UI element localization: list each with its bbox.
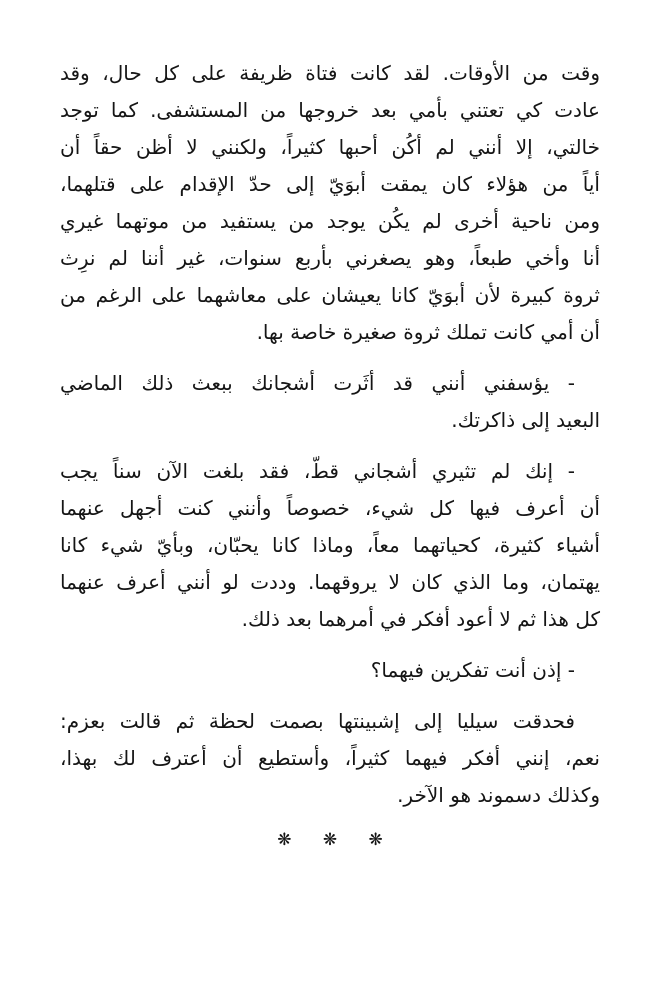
text-line: أشياء كثيرة، كحياتهما معاً، وماذا كانا يحبّان، وبأيّ شيء كانا — [60, 533, 600, 557]
paragraph-dialogue-1 — [60, 365, 600, 439]
asterisk-icon: ❋ — [277, 830, 292, 850]
text-line: أن أعرف فيها كل شيء، خصوصاً وأنني كنت أجهل عنهما — [60, 496, 600, 520]
text-line: ومن ناحية أخرى لم يكُن يوجد من يستفيد من موتهما غيري — [60, 209, 600, 233]
text-line: كل هذا ثم لا أعود أفكر في أمرهما بعد ذلك. — [241, 607, 600, 631]
text-line: ثروة كبيرة لأن أبوَيّ كانا يعيشان على معاشهما على الرغم من — [60, 283, 600, 307]
text-line: فحدقت سيليا إلى إشبينتها بصمت لحظة ثم قالت بعزم: — [60, 709, 575, 733]
text-line: خالتي، إلا أنني لم أكُن أحبها كثيراً، ولكنني لا أظن حقاً أن — [60, 135, 600, 159]
asterisk-icon: ❋ — [368, 830, 383, 850]
text-line: البعيد إلى ذاكرتك. — [451, 408, 600, 432]
text-line: يهتمان، وما الذي كان لا يروقهما. وددت لو أنني أعرف عنهما — [60, 570, 600, 594]
paragraph-narration-1 — [60, 55, 600, 351]
asterisk-icon: ❋ — [322, 830, 338, 850]
text-column — [60, 55, 600, 853]
text-line: أنا وأخي طبعاً، وهو يصغرني بأربع سنوات، غير أننا لم نرِث — [60, 246, 600, 270]
paragraph-narration-2 — [60, 703, 600, 814]
text-line: أن أمي كانت تملك ثروة صغيرة خاصة بها. — [256, 320, 600, 344]
paragraph-dialogue-2 — [60, 453, 600, 638]
text-line: - إذن أنت تفكرين فيهما؟ — [370, 658, 575, 682]
text-line: - إنك لم تثيري أشجاني قطّ، فقد بلغت الآن سناً يجب — [60, 459, 575, 483]
text-line: نعم، إنني أفكر فيهما كثيراً، وأستطيع أن أعترف لك بهذا، — [60, 746, 600, 770]
text-line: عادت كي تعتني بأمي بعد خروجها من المستشفى. كما توجد — [60, 98, 600, 122]
section-separator — [60, 827, 600, 853]
text-line: وقت من الأوقات. لقد كانت فتاة ظريفة على كل حال، وقد — [60, 61, 600, 85]
text-line: أياً من هؤلاء كان يمقت أبوَيّ إلى حدّ الإقدام على قتلهما، — [60, 172, 600, 196]
paragraph-dialogue-3 — [60, 652, 600, 689]
text-line: - يؤسفني أنني قد أثَرت أشجانك ببعث ذلك الماضي — [60, 371, 575, 395]
text-line: وكذلك دسموند هو الآخر. — [397, 783, 600, 807]
